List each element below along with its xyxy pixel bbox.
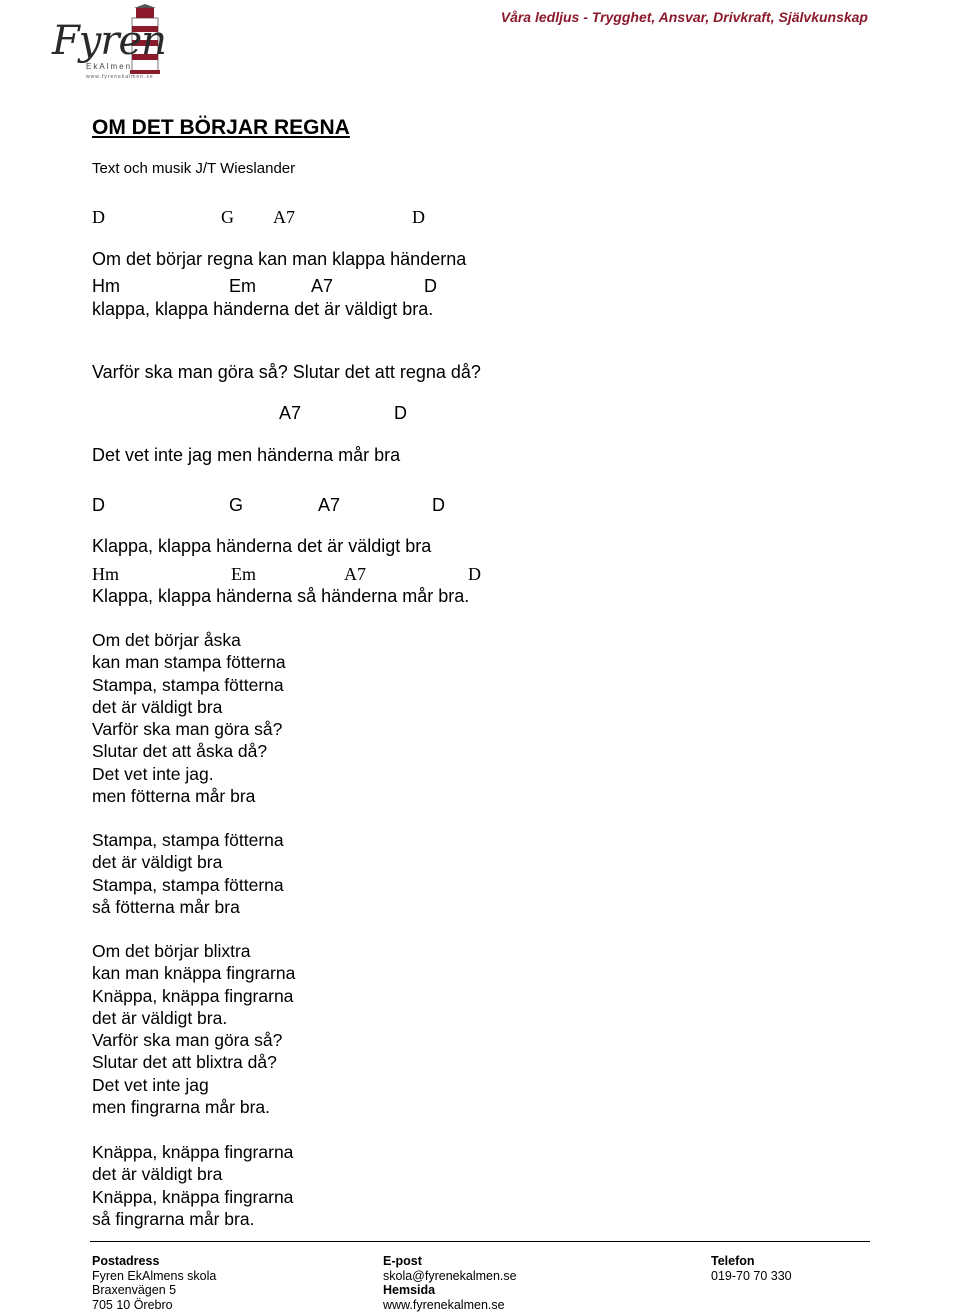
chord: Em [229,276,256,296]
telefon-label: Telefon [711,1254,755,1268]
verse-3 [92,940,295,1118]
logo-subtitle: EkAlmen [86,62,133,71]
website-link[interactable]: www.fyrenekalmen.se [383,1297,505,1312]
lyric-line: kan man knäppa fingrarna [92,963,296,984]
postadress-label: Postadress [92,1254,160,1268]
lyric-line: men fötterna mår bra [92,786,256,807]
lyric-line: Stampa, stampa fötterna [92,674,284,695]
chord: Hm [92,276,120,296]
chord: A7 [318,495,341,515]
lyric-line: det är väldigt bra. [92,1007,228,1028]
email-link[interactable]: skola@fyrenekalmen.se [383,1268,517,1283]
lyric-line: Varför ska man göra så? [92,1030,283,1051]
chord: Em [231,564,256,584]
lyric-line: Det vet inte jag. [92,763,214,784]
logo-wordmark: Fyren [52,18,166,64]
footer-address [92,1254,216,1312]
lyric-line: men fingrarna mår bra. [92,1097,270,1118]
lyric-line: Varför ska man göra så? [92,719,283,740]
lyric-line: Knäppa, knäppa fingrarna [92,1142,294,1162]
address-line: Fyren EkAlmens skola [92,1268,217,1283]
lyric-line: Det vet inte jag men händerna mår bra [92,445,401,465]
chord: D [468,564,481,584]
phone-number: 019-70 70 330 [711,1268,792,1283]
lyric-line: Varför ska man göra så? Slutar det att regna då? [92,362,481,382]
chord: D [92,207,105,227]
lyric-line: Klappa, klappa händerna det är väldigt bra [92,536,432,556]
chord: D [412,207,425,227]
hemsida-label: Hemsida [383,1283,436,1298]
chord: D [424,276,437,296]
lyric-line: så fötterna mår bra [92,896,240,917]
footer-phone [711,1254,792,1283]
footer-contact [383,1254,517,1312]
lyric-line: Stampa, stampa fötterna [92,830,284,850]
chorus-2 [92,829,284,918]
address-line: Braxenvägen 5 [92,1283,177,1298]
chord: D [394,403,407,423]
lyric-line: Stampa, stampa fötterna [92,874,284,895]
song-credit: Text och musik J/T Wieslander [92,160,296,177]
lyric-line: klappa, klappa händerna det är väldigt bra. [92,299,434,319]
lyric-line: det är väldigt bra [92,1164,223,1185]
chord: Hm [92,564,119,584]
lyric-line: Det vet inte jag [92,1074,209,1095]
chord: A7 [344,564,366,584]
song-title: OM DET BÖRJAR REGNA [92,116,350,139]
chord: A7 [279,403,302,423]
footer-divider [90,1241,870,1242]
verse-2 [92,629,286,807]
chord: D [432,495,445,515]
chord: A7 [311,276,334,296]
chord: G [229,495,244,515]
lyric-line: Om det börjar regna kan man klappa händerna [92,249,467,269]
logo-url: www.fyrenekalmen.se [86,74,154,80]
chord: G [221,207,234,227]
lyric-line: Slutar det att blixtra då? [92,1052,277,1073]
lyric-line: Om det börjar åska [92,630,241,650]
lyric-line: Slutar det att åska då? [92,741,268,762]
chord: D [92,495,105,515]
school-logo [48,4,168,88]
lyric-line: Om det börjar blixtra [92,941,251,961]
lyric-line: så fingrarna mår bra. [92,1208,255,1229]
lyric-line: Knäppa, knäppa fingrarna [92,1186,294,1207]
lyric-line: det är väldigt bra [92,852,223,873]
lyric-line: Klappa, klappa händerna så händerna mår bra. [92,586,470,606]
chorus-3 [92,1141,293,1230]
chord: A7 [273,207,295,227]
school-motto: Våra ledljus - Trygghet, Ansvar, Drivkraft, Självkunskap [500,9,868,25]
lyric-line: det är väldigt bra [92,696,223,717]
lyric-line: Knäppa, knäppa fingrarna [92,985,294,1006]
lyric-line: kan man stampa fötterna [92,652,286,673]
address-line: 705 10 Örebro [92,1297,173,1312]
epost-label: E-post [383,1254,422,1268]
